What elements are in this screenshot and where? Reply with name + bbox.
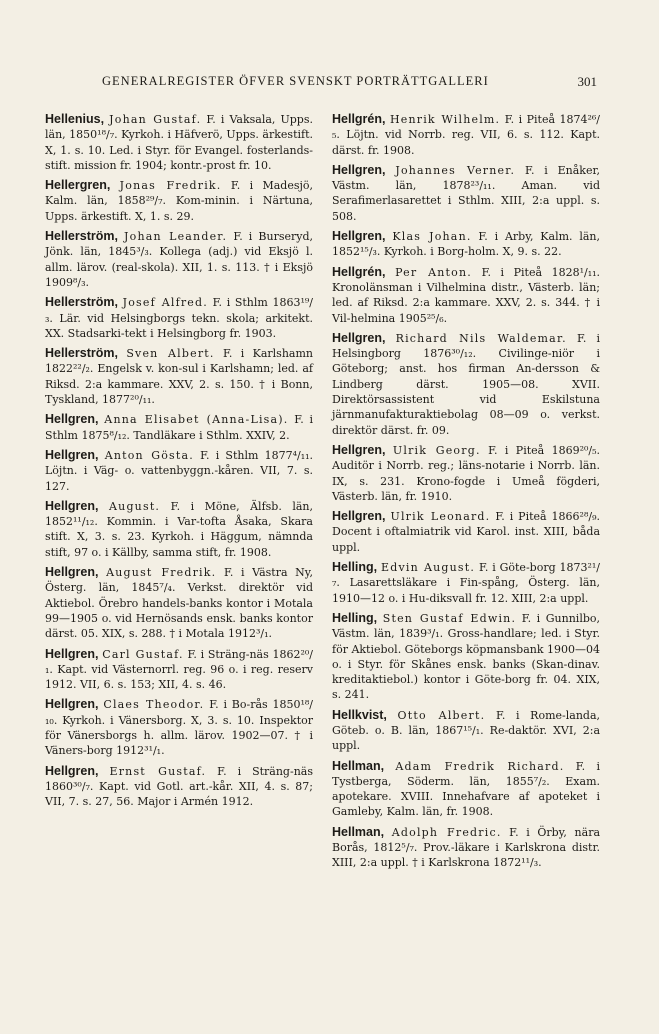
entry-surname: Hellergren, — [45, 178, 111, 193]
entry-text: F. i Arby, Kalm. län, 1852¹⁵/₃. Kyrkoh. i Borg-holm. X, 9. s. 22. — [332, 230, 600, 259]
entry-surname: Hellgren, — [332, 229, 386, 244]
register-entry — [332, 825, 600, 871]
entry-given-names: Ulrik Leonard. — [390, 510, 491, 524]
left-column — [45, 112, 313, 814]
register-entry — [45, 112, 313, 173]
entry-text: F. i Karlshamn 1822²²/₂. Engelsk v. kon-sul i Karlshamn; led. af Riksd. 2:a kammare. XXV, 2. s. 150. † i Bonn, Tyskland, 1877²⁰/₁₁. — [45, 347, 313, 407]
register-entry — [45, 346, 313, 407]
entry-surname: Hellerström, — [45, 295, 118, 310]
register-entry — [45, 565, 313, 641]
entry-surname: Hellerström, — [45, 229, 118, 244]
entry-text: F. i Sthlm 1875⁸/₁₂. Tandläkare i Sthlm. XXIV, 2. — [45, 413, 314, 442]
entry-surname: Hellenius, — [45, 112, 105, 126]
entry-given-names: Sven Albert. — [126, 347, 215, 361]
entry-text: F. i Sträng-näs 1862²⁰/₁. Kapt. vid Västernorrl. reg. 96 o. i reg. reserv 1912. VII, 6. s. 153; XII, 4. s. 46. — [45, 647, 313, 692]
entry-given-names: August Fredrik. — [106, 566, 217, 580]
entry-given-names: Sten Gustaf Edwin. — [382, 611, 517, 625]
entry-surname: Helling, — [332, 560, 378, 575]
entry-given-names: Edvin August. — [381, 561, 476, 575]
entry-surname: Hellgren, — [45, 412, 99, 427]
entry-surname: Hellkvist, — [332, 707, 387, 722]
entry-surname: Hellgren, — [332, 330, 386, 345]
entry-given-names: Anna Elisabet (Anna-Lisa). — [104, 413, 289, 427]
register-entry — [332, 708, 600, 754]
entry-surname: Hellgren, — [45, 763, 99, 778]
entry-given-names: Anton Gösta. — [104, 448, 194, 462]
entry-text: F. i Madesjö, Kalm. län, 1858²⁹/₇. Kom-minin. i Närtuna, Upps. ärkestift. X, 1. s. 29. — [45, 179, 313, 223]
entry-text: F. i Piteå 1866²⁸/₉. Docent i oftalmiatrik vid Karol. inst. XIII, båda uppl. — [332, 510, 600, 554]
entry-given-names: Josef Alfred. — [122, 296, 208, 310]
entry-given-names: Per Anton. — [395, 265, 472, 279]
entry-given-names: Johan Leander. — [124, 230, 228, 244]
entry-surname: Hellgrén, — [332, 112, 386, 126]
entry-given-names: Klas Johan. — [392, 230, 472, 244]
entry-surname: Hellerström, — [45, 346, 118, 361]
register-entry — [332, 265, 600, 326]
register-entry — [332, 331, 600, 438]
entry-text: F. i Göte-borg 1873²¹/₇. Lasarettsläkare i Fin-spång, Österg. län, 1910—12 o. i Hu-diksvall fr. 12. XIII, 2:a uppl. — [332, 561, 601, 605]
register-entry — [332, 560, 600, 606]
entry-text: F. i Tystberga, Söderm. län, 1855⁷/₂. Exam. apotekare. XVIII. Innehafvare af apoteket i Gamleby, Kalm. län, fr. 1908. — [332, 759, 600, 819]
register-entry — [332, 611, 600, 703]
entry-given-names: Adam Fredrik Richard. — [395, 759, 565, 773]
page-number: 301 — [577, 74, 597, 89]
register-entry — [332, 229, 600, 260]
entry-text: F. i Sthlm 1863¹⁹/₃. Lär. vid Helsingborgs tekn. skola; arkitekt. XX. Stadsarki-tekt i Helsingborg fr. 1903. — [45, 296, 314, 340]
entry-surname: Hellgren, — [332, 509, 386, 524]
register-entry — [45, 229, 313, 290]
entry-text: F. i Piteå 1869²⁰/₅. Auditör i Norrb. reg.; läns-notarie i Norrb. län. IX, s. 231. Krono-fogde i Umeå fögderi, Västerb. län, fr. 1910. — [332, 443, 601, 503]
entry-text: F. i Gunnilbo, Västm. län, 1839³/₁. Gross-handlare; led. i Styr. för Aktiebol. Göteborgs köpmansbank 1900—04 o. i Styr. för Skånes ensk. banks (Skan-dinav. kreditaktiebol.) kontor i Göte-borg fr. 04. XIX, s. 241. — [332, 611, 601, 702]
entry-text: F. i Piteå 1828¹/₁₁. Kronolänsman i Vilhelmina distr., Västerb. län; led. af Riksd. 2:a kammare. XXV, 2. s. 344. † i Vil-helmina 1905²⁵/₆. — [332, 265, 601, 325]
entry-given-names: August. — [109, 499, 161, 513]
header-title: GENERALREGISTER ÖFVER SVENSKT PORTRÄTTGALLERI — [102, 74, 489, 88]
entry-given-names: Henrik Wilhelm. — [389, 113, 501, 126]
entry-text: F. i Burseryd, Jönk. län, 1845³/₃. Kollega (adj.) vid Eksjö l. allm. lärov. (real-skola). XII, 1. s. 113. † i Eksjö 1909⁸/₃. — [45, 230, 313, 289]
entry-surname: Hellman, — [332, 824, 385, 839]
entry-text: F. i Vaksala, Upps. län, 1850¹⁸/₇. Kyrkoh. i Häfverö, Upps. ärkestift. X, 1. s. 10. Led. i Styr. för Evangel. fosterlands-stift. mission fr. 1904; kontr.-prost fr. 10. — [45, 113, 313, 172]
entry-surname: Hellgren, — [332, 442, 386, 457]
register-entry — [45, 448, 313, 494]
entry-given-names: Johan Gustaf. — [109, 113, 202, 126]
entry-surname: Hellgren, — [45, 447, 99, 462]
entry-text: F. i Örby, nära Borås, 1812⁵/₇. Prov.-läkare i Karlskrona distr. XIII, 2:a uppl. † i Karlskrona 1872¹¹/₃. — [332, 825, 601, 870]
running-header — [62, 70, 607, 92]
entry-surname: Hellgren, — [45, 646, 99, 661]
entry-surname: Helling, — [332, 610, 378, 625]
entry-surname: Hellman, — [332, 758, 385, 773]
entry-text: F. i Sträng-näs 1860³⁰/₇. Kapt. vid Gotl. art.-kår. XII, 4. s. 87; VII, 7. s. 27, 56. Major i Armén 1912. — [45, 764, 313, 809]
register-entry — [45, 295, 313, 341]
register-entry — [45, 178, 313, 224]
entry-given-names: Carl Gustaf. — [102, 647, 184, 661]
register-entry — [332, 759, 600, 820]
entry-text: F. i Helsingborg 1876³⁰/₁₂. Civilinge-niör i Göteborg; anst. hos firman An-dersson & Lindberg därst. 1905—08. XVII. Direktörsassistent vid Eskilstuna järnmanufakturaktiebolag 08—09 o. verkst. direktör därst. fr. 09. — [332, 331, 601, 437]
register-entry — [45, 499, 313, 560]
entry-given-names: Claes Theodor. — [103, 698, 205, 712]
entry-surname: Hellgren, — [45, 498, 99, 513]
register-entry — [332, 443, 600, 504]
entry-text: F. i Möne, Älfsb. län, 1852¹¹/₁₂. Kommin. i Var-tofta Åsaka, Skara stift. X, 3. s. 23. Kyrkoh. i Häggum, nämnda stift, 97 o. i Källby, samma stift, fr. 1908. — [45, 499, 313, 559]
entry-given-names: Ernst Gustaf. — [109, 764, 207, 778]
entry-text: F. i Enåker, Västm. län, 1878²³/₁₁. Aman. vid Serafimerlasarettet i Sthlm. XIII, 2:a uppl. s. 508. — [332, 163, 601, 223]
entry-surname: Hellgren, — [332, 162, 386, 177]
entry-text: F. i Västra Ny, Österg. län, 1845⁷/₄. Verkst. direktör vid Aktiebol. Örebro handels-banks kontor i Motala 99—1905 o. vid Hernösands ensk. banks kontor därst. 05. XIX, s. 288. † i Motala 1912³/₁. — [45, 566, 313, 641]
entry-surname: Hellgren, — [45, 565, 99, 580]
entry-given-names: Otto Albert. — [397, 708, 486, 722]
entry-given-names: Johannes Verner. — [395, 163, 516, 177]
entry-surname: Hellgrén, — [332, 264, 386, 279]
entry-given-names: Ulrik Georg. — [392, 443, 481, 457]
register-entry — [45, 764, 313, 810]
register-entry — [332, 163, 600, 224]
entry-given-names: Jonas Fredrik. — [119, 179, 222, 193]
entry-text: F. i Sthlm 1877⁴/₁₁. Löjtn. i Väg- o. vattenbyggn.-kåren. VII, 7. s. 127. — [45, 448, 314, 493]
right-column — [332, 112, 600, 876]
entry-given-names: Richard Nils Waldemar. — [395, 331, 567, 345]
register-entry — [45, 697, 313, 758]
register-entry — [332, 112, 600, 158]
register-entry — [332, 509, 600, 555]
entry-text: F. i Bo-rås 1850¹⁸/₁₀. Kyrkoh. i Vänersborg. X, 3. s. 10. Inspektor för Vänersborgs h. allm. lärov. 1902—07. † i Väners-borg 1912³¹/₁. — [45, 698, 314, 758]
register-entry — [45, 412, 313, 443]
register-entry — [45, 647, 313, 693]
entry-text: F. i Piteå 1874²⁶/₅. Löjtn. vid Norrb. reg. VII, 6. s. 112. Kapt. därst. fr. 1908. — [332, 113, 600, 157]
entry-surname: Hellgren, — [45, 697, 99, 712]
entry-given-names: Adolph Fredric. — [391, 825, 502, 839]
entry-text: F. i Rome-landa, Göteb. o. B. län, 1867¹⁵/₁. Re-daktör. XVI, 2:a uppl. — [332, 708, 600, 753]
